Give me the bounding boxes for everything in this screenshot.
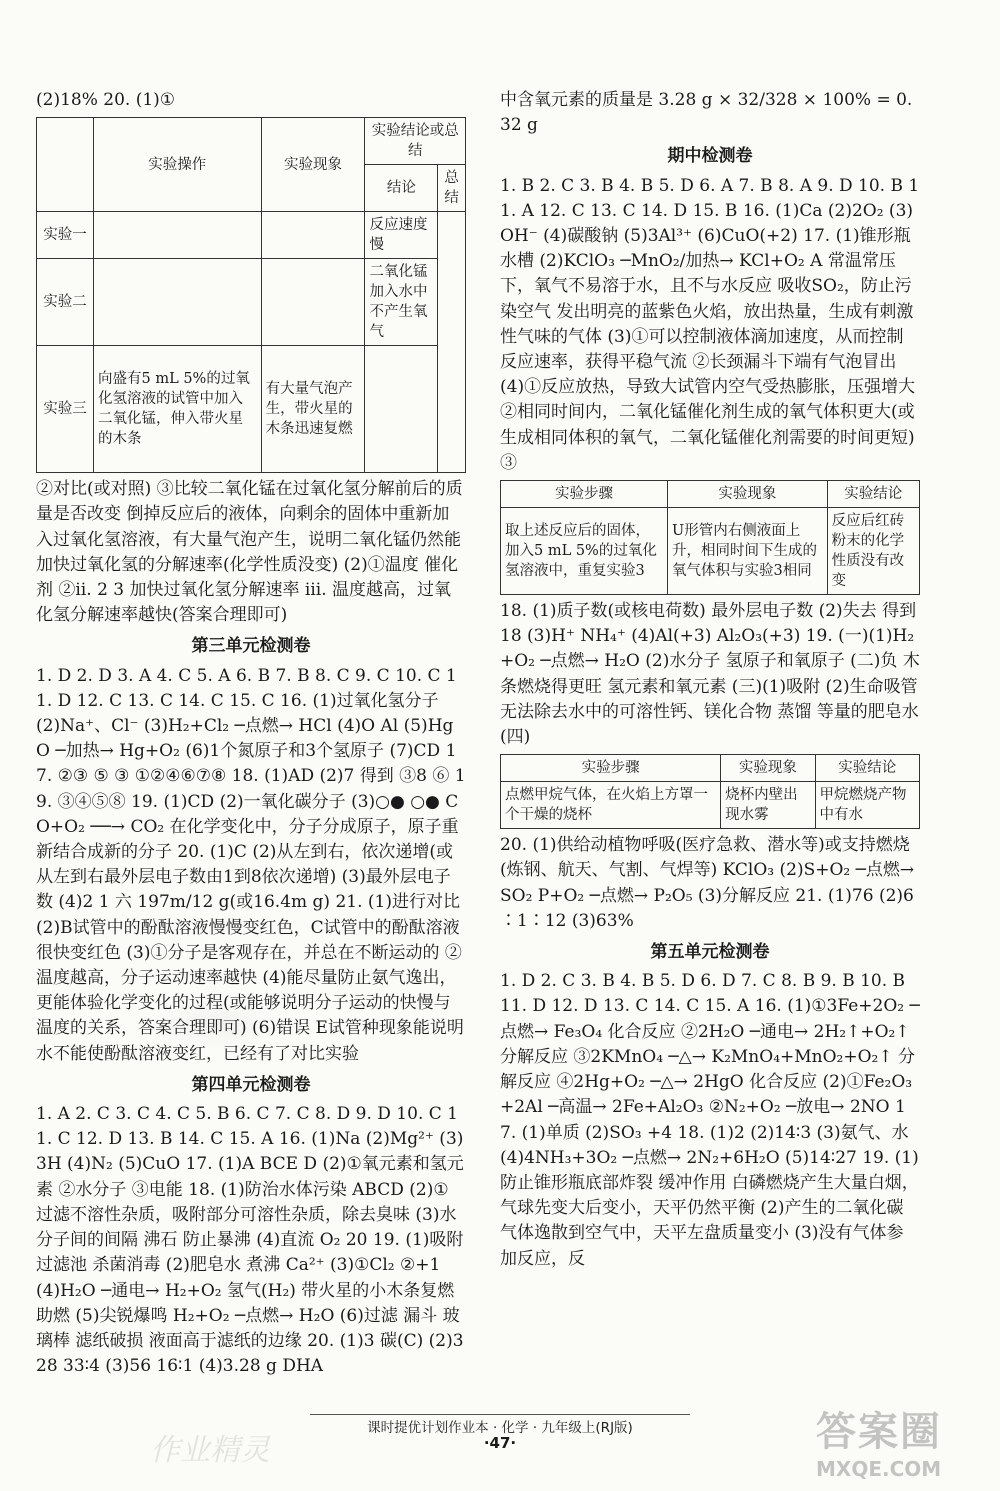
t1-row1-phen [261,212,365,259]
smudge-watermark [150,1000,280,1050]
t2-header-concl: 实验结论 [827,481,919,508]
midterm-answers-2: 18. (1)质子数(或核电荷数) 最外层电子数 (2)失去 得到 18 (3)H⁺ NH₄⁺ (4)Al(+3) Al₂O₃(+3) 19. (一)(1)H₂+O₂ ─点燃→ H₂O (2)水分子 氢原子和氧原子 (二)负 木条燃烧得更旺 氢元素和氧元素 (三)(1)吸附 (2)生命吸管无法除去水中的可溶性钙、镁化合物 蒸馏 等量的肥皂水 (四) [500,601,920,748]
t2-phen: U形管内右侧液面上升，相同时间下生成的氧气体积与实验3相同 [668,508,828,595]
midterm-answers-1: 1. B 2. C 3. B 4. B 5. D 6. A 7. B 8. A 9. D 10. B 11. A 12. C 13. C 14. D 15. B 16. (1)Ca (2)2O₂ (3)OH⁻ (4)碳酸钠 (5)3Al³⁺ (6)CuO(+2) 17. (1)锥形瓶 水槽 (2)KClO₃ ─MnO₂/加热→ KCl+O₂ A 常温常压下，氧气不易溶于水，且不与水反应 吸收SO₂，防止污染空气 发出明亮的蓝紫色火焰，放出热量，生成有刺激性气味的气体 (3)①可以控制液体滴加速度，从而控制反应速率，获得平稳气流 ②长颈漏斗下端有气泡冒出 (4)①反应放热，导致大试管内空气受热膨胀，压强增大 ②相同时间内，二氧化锰催化剂生成的氧气体积更大(或生成相同体积的氧气，二氧化锰催化剂需要的时间更短) ③ [500,175,920,473]
t1-row3-concl [365,346,438,473]
t3-phen: 烧杯内壁出现水雾 [721,782,815,829]
experiment-table-2 [500,480,920,595]
experiment-table-1 [36,117,466,473]
heading-midterm: 期中检测卷 [667,146,753,167]
t2-header-step: 实验步骤 [501,481,668,508]
t1-row1-op [94,212,262,259]
t1-header-op: 实验操作 [94,118,262,212]
t2-concl: 反应后红砖粉末的化学性质没有改变 [827,508,919,595]
t3-header-phen: 实验现象 [721,755,815,782]
watermark-right-text: 答案圈 [816,1409,942,1455]
midterm-answers-3: 20. (1)供给动植物呼吸(医疗急救、潜水等)或支持燃烧(炼钢、航天、气割、气焊等) KClO₃ (2)S+O₂ ─点燃→ SO₂ P+O₂ ─点燃→ P₂O₅ (3)分解反应 21. (1)76 (2)6∶1∶12 (3)63% [500,835,915,931]
heading-unit3: 第三单元检测卷 [191,636,311,657]
footer-title: 课时提优计划作业本 · 化学 · 九年级上(RJ版) [367,1420,633,1436]
left-column [36,88,466,1379]
t1-row1-concl: 反应速度慢 [365,212,438,259]
t3-step: 点燃甲烷气体，在火焰上方罩一个干燥的烧杯 [501,782,721,829]
page-number: ·47· [483,1434,517,1452]
t3-header-concl: 实验结论 [815,755,919,782]
t1-row2-name: 实验二 [37,259,94,346]
experiment-table-3 [500,754,920,829]
right-column [500,88,920,1272]
watermark-url: MXQE.COM [816,1457,942,1481]
t1-header-concl: 实验结论或总结 [365,118,466,165]
t1-row2-concl: 二氧化锰加入水中不产生氧气 [365,259,438,346]
t1-corner [37,118,94,212]
t1-summary [438,212,466,473]
unit4-answers: 1. A 2. C 3. C 4. C 5. B 6. C 7. C 8. D 9. D 10. C 11. C 12. D 13. B 14. C 15. A 16. (1)Na (2)Mg²⁺ (3)3H (4)N₂ (5)CuO 17. (1)A BCE D (2)①氧元素和氢元素 ②水分子 ③电能 18. (1)防治水体污染 ABCD (2)① 过滤不溶性杂质，吸附部分可溶性杂质，除去臭味 (3)水分子间的间隔 沸石 防止暴沸 (4)直流 O₂ 20 19. (1)吸附 过滤池 杀菌消毒 (2)肥皂水 煮沸 Ca²⁺ (3)①Cl₂ ②+1 (4)H₂O ─通电→ H₂+O₂ 氢气(H₂) 带火星的小木条复燃 助燃 (5)尖锐爆鸣 H₂+O₂ ─点燃→ H₂O (6)过滤 漏斗 玻璃棒 滤纸破损 液面高于滤纸的边缘 20. (1)3 碳(C) (2)328 33∶4 (3)56 16∶1 (4)3.28 g DHA [36,1104,464,1377]
t3-header-step: 实验步骤 [501,755,721,782]
unit3-answers: 1. D 2. D 3. A 4. C 5. A 6. B 7. B 8. C 9. C 10. C 11. D 12. C 13. C 14. C 15. C 16. (1)过氧化氢分子 (2)Na⁺、Cl⁻ (3)H₂+Cl₂ ─点燃→ HCl (4)O Al (5)HgO ─加热→ Hg+O₂ (6)1个氮原子和3个氢原子 (7)CD 17. ②③ ⑤ ③ ①②④⑥⑦⑧ 18. (1)AD (2)7 得到 ③8 ⑥ 19. ③④⑤⑧ 19. (1)CD (2)一氧化碳分子 (3)○● ○● CO+O₂ ──→ CO₂ 在化学变化中，分子分成原子，原子重新结合成新的分子 20. (1)C (2)从左到右，依次递增(或从左到右最外层电子数由1到8依次递增) (3)最外层电子数 (4)2 1 六 197m/12 g(或16.4m g) 21. (1)进行对比 (2)B试管中的酚酞溶液慢慢变红色，C试管中的酚酞溶液很快变红色 (3)①分子是客观存在，并总在不断运动的 ②温度越高，分子运动速率越快 (4)能尽量防止氨气逸出，更能体验化学变化的过程(或能够说明分子运动的快慢与温度的关系，答案合理即可) (6)错误 E试管种现象能说明水不能使酚酞溶液变红，已经有了对比实验 [36,665,466,1064]
watermark-left-logo: 作业精灵 [150,1433,270,1468]
heading-unit5: 第五单元检测卷 [650,942,770,963]
watermark-right-logo [816,1400,976,1480]
t1-row1-name: 实验一 [37,212,94,259]
t1-row2-phen [261,259,365,346]
t1-header-sum-sub: 总结 [438,165,466,212]
unit5-answers: 1. D 2. C 3. B 4. B 5. D 6. D 7. C 8. B 9. B 10. B 11. D 12. D 13. C 14. C 15. A 16. (1)①3Fe+2O₂ ─点燃→ Fe₃O₄ 化合反应 ②2H₂O ─通电→ 2H₂↑+O₂↑ 分解反应 ③2KMnO₄ ─△→ K₂MnO₄+MnO₂+O₂↑ 分解反应 ④2Hg+O₂ ─△→ 2HgO 化合反应 (2)①Fe₂O₃+2Al ─高温→ 2Fe+Al₂O₃ ②N₂+O₂ ─放电→ 2NO 17. (1)单质 (2)SO₃ +4 18. (1)2 (2)14∶3 (3)氨气、水 (4)4NH₃+3O₂ ─点燃→ 2N₂+6H₂O (5)14∶27 19. (1)防止锥形瓶底部炸裂 缓冲作用 白磷燃烧产生大量白烟，气球先变大后变小，天平仍然平衡 (2)产生的二氧化碳气体逸散到空气中，天平左盘质量变小 (3)没有气体参加反应，反 [500,971,920,1269]
t1-row3-op: 向盛有5 mL 5%的过氧化氢溶液的试管中加入二氧化锰，伸入带火星的木条 [94,346,262,473]
t1-row3-name: 实验三 [37,346,94,473]
footer-rule [310,1414,690,1415]
t1-row2-op [94,259,262,346]
right-intro: 中含氧元素的质量是 3.28 g × 32/328 × 100% = 0.32 g [500,90,913,136]
t2-header-phen: 实验现象 [668,481,828,508]
t2-step: 取上述反应后的固体，加入5 mL 5%的过氧化氢溶液中，重复实验3 [501,508,668,595]
left-intro: (2)18% 20. (1)① [36,90,176,110]
t1-header-concl-sub: 结论 [365,165,438,212]
t3-concl: 甲烷燃烧产物中有水 [815,782,919,829]
t1-header-phen: 实验现象 [261,118,365,212]
heading-unit4: 第四单元检测卷 [191,1074,311,1095]
t1-row3-phen: 有大量气泡产生，带火星的木条迅速复燃 [261,346,365,473]
left-para-after-table: ②对比(或对照) ③比较二氧化锰在过氧化氢分解前后的质量是否改变 倒掉反应后的液体，向剩余的固体中重新加入过氧化氢溶液，有大量气泡产生，说明二氧化锰仍然能加快过氧化氢的分解速率(化学性质没变) (2)①温度 催化剂 ②ⅱ. 2 3 加快过氧化氢分解速率 ⅲ. 温度越高，过氧化氢分解速率越快(答案合理即可) [36,479,463,626]
